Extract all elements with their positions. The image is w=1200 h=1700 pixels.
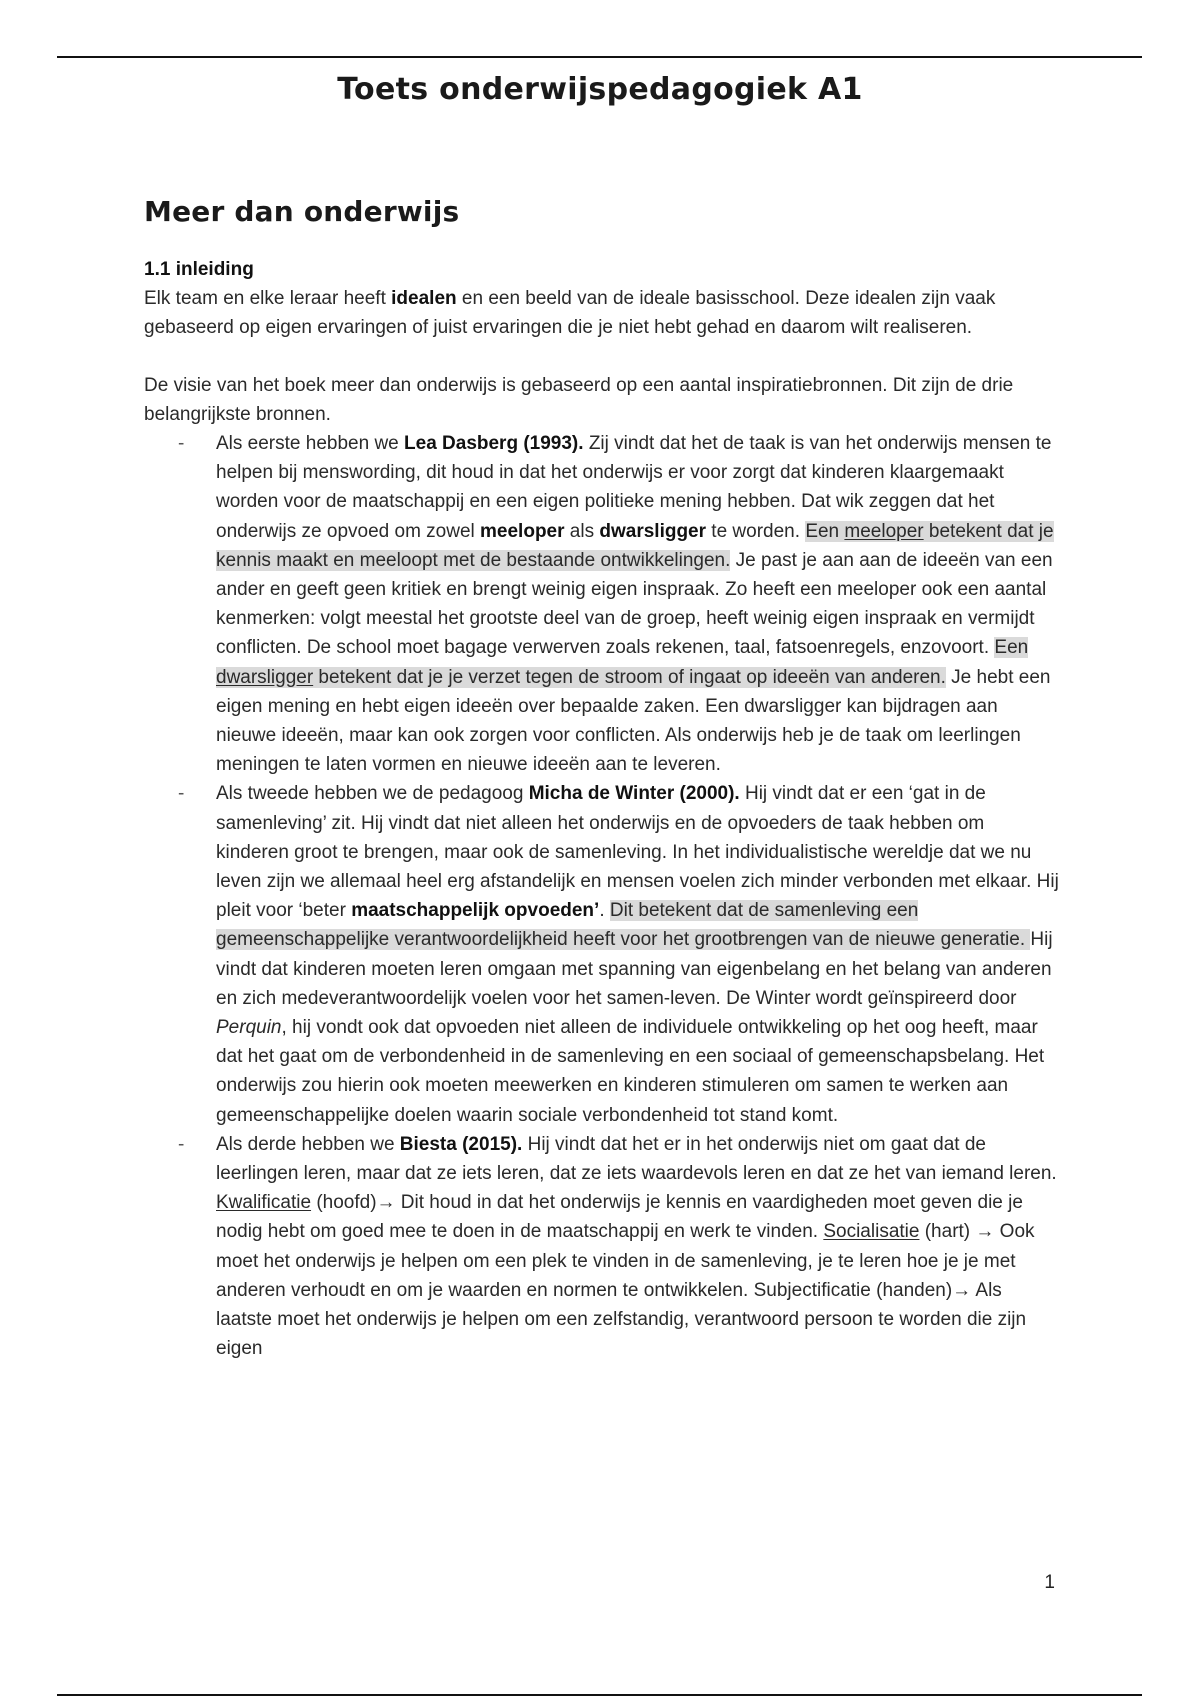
text-run: Zij vindt dat het de taak is van het onderwijs mensen te helpen bij menswording, dit houd in dat het onderwijs er voor zorgt dat kinderen klaargemaakt worden voor de maatschappij en een eigen politieke mening hebben. Dat wik zeggen dat het onderwijs ze opvoed om zowel: [216, 433, 1052, 542]
text-run: Je hebt een eigen mening en hebt eigen ideeën over bepaalde zaken. Een dwarsligger kan bijdragen aan nieuwe ideeën, maar kan ook zorgen voor conflicten. Als onderwijs heb je de taak om leerlingen meningen te laten vormen en nieuwe ideeën aan te leveren.: [216, 666, 1051, 776]
text-run: Als eerste hebben we: [216, 433, 405, 454]
bottom-rule: [57, 1694, 1142, 1696]
highlight-samenleving-definition: Dit betekent dat de samenleving een gemeenschappelijke verantwoordelijkheid heeft voor het grootbrengen van de nieuwe generatie.: [216, 900, 1031, 951]
subsection-heading: 1.1 inleiding: [144, 259, 254, 280]
italic-name-perquin: Perquin: [216, 1017, 282, 1039]
text-run: als: [564, 520, 600, 542]
text-run: Elk team en elke leraar heeft: [144, 288, 392, 309]
text-run: en een beeld van de ideale basisschool. Deze idealen zijn vaak gebaseerd op eigen ervaringen of juist ervaringen die je niet hebt gehad en daarom wilt realiseren.: [144, 288, 996, 338]
bold-term-maatschappelijk-opvoeden: maatschappelijk opvoeden’: [351, 900, 600, 922]
section-title: Meer dan onderwijs: [144, 195, 460, 228]
text-run: betekent dat je kennis maakt en meeloopt met de bestaande ontwikkelingen.: [216, 520, 1054, 571]
bold-name-de-winter: Micha de Winter (2000).: [528, 783, 740, 805]
bullet-dash: -: [178, 433, 185, 454]
text-run: , hij vondt ook dat opvoeden niet alleen de individuele ontwikkeling op het oog heeft, maar dat het gaat om de verbondenheid in de samenleving en een sociaal of gemeenschapsbelang. Het onderwijs zou hierin ook moeten meewerken en kinderen stimuleren om samen te werken aan gemeenschappelijke doelen waarin sociale verbondenheid tot stand komt.: [216, 1017, 1045, 1126]
list-item-de-winter: [144, 779, 1059, 1129]
underlined-term-kwalificatie: Kwalificatie: [216, 1192, 312, 1214]
bold-term-idealen: idealen: [391, 288, 457, 309]
bullet-dash: -: [178, 1133, 185, 1155]
top-rule: [57, 56, 1142, 58]
text-run: (hart) → Ook moet het onderwijs je helpen om een plek te vinden in de samenleving, je te leren hoe je je met anderen verhoudt en om je waarden en normen te ontwikkelen. Subjectificatie (handen)→ Als laatste moet het onderwijs je helpen om een zelfstandig, verantwoord persoon te worden die zijn eigen: [216, 1221, 1035, 1360]
text-run: Hij vindt dat het er in het onderwijs niet om gaat dat de leerlingen leren, maar dat ze iets leren, dat ze iets waardevols leren en dat ze het van iemand leren.: [216, 1133, 1057, 1185]
text-run: betekent dat je je verzet tegen de stroom of ingaat op ideeën van anderen.: [313, 666, 946, 688]
bold-term-meeloper: meeloper: [480, 520, 565, 542]
underlined-term-dwarsligger: dwarsligger: [216, 666, 314, 688]
bold-name-biesta: Biesta (2015).: [399, 1133, 523, 1155]
text-run: Hij vindt dat kinderen moeten leren omgaan met spanning van eigenbelang en het belang van anderen en zich medeverantwoordelijk voelen voor het samen-leven. De Winter wordt geïnspireerd door: [216, 929, 1053, 1009]
text-run: .: [599, 900, 610, 922]
document-title: Toets onderwijspedagogiek A1: [337, 72, 863, 107]
underlined-term-meeloper: meeloper: [844, 520, 924, 542]
text-run: te worden.: [706, 520, 806, 542]
sources-paragraph: De visie van het boek meer dan onderwijs is gebaseerd op een aantal inspiratiebronnen. Dit zijn de drie belangrijkste bronnen.: [144, 375, 1014, 425]
text-run: Hij vindt dat er een ‘gat in de samenleving’ zit. Hij vindt dat niet alleen het onderwijs en de opvoeders de taak hebben om kinderen groot te brengen, maar ook de samenleving. In het individualistische wereldje dat we nu leven zijn we allemaal heel erg afstandelijk en mensen voelen zich minder verbonden met elkaar. Hij pleit voor ‘beter: [216, 783, 1059, 922]
text-run: Een: [805, 520, 845, 542]
page-number: 1: [1044, 1572, 1055, 1593]
underlined-term-socialisatie: Socialisatie: [823, 1221, 920, 1243]
text-run: Een: [994, 637, 1029, 659]
intro-paragraph: [144, 284, 1059, 342]
text-run: Als tweede hebben we de pedagoog: [216, 783, 529, 805]
bold-term-dwarsligger: dwarsligger: [599, 520, 707, 542]
text-run: Je past je aan aan de ideeën van een ander en geeft geen kritiek en brengt weinig eigen inspraak. Zo heeft een meeloper ook een aantal kenmerken: volgt meestal het grootste deel van de groep, heeft weinig eigen inspraak en vermijdt conflicten. De school moet bagage verwerven zoals rekenen, taal, fatsoenregels, enzovoort.: [216, 549, 1053, 659]
list-item-dasberg: [144, 429, 1059, 779]
text-run: (hoofd)→ Dit houd in dat het onderwijs je kennis en vaardigheden moet geven die je nodig hebt om goed mee te doen in de maatschappij en werk te vinden.: [216, 1192, 1023, 1243]
bold-name-dasberg: Lea Dasberg (1993).: [404, 433, 584, 454]
text-run: Als derde hebben we: [216, 1133, 400, 1155]
page-content: [144, 195, 1059, 1364]
list-item-biesta: [144, 1130, 1059, 1364]
inspiration-sources-list: [144, 429, 1059, 1364]
bullet-dash: -: [178, 783, 185, 805]
